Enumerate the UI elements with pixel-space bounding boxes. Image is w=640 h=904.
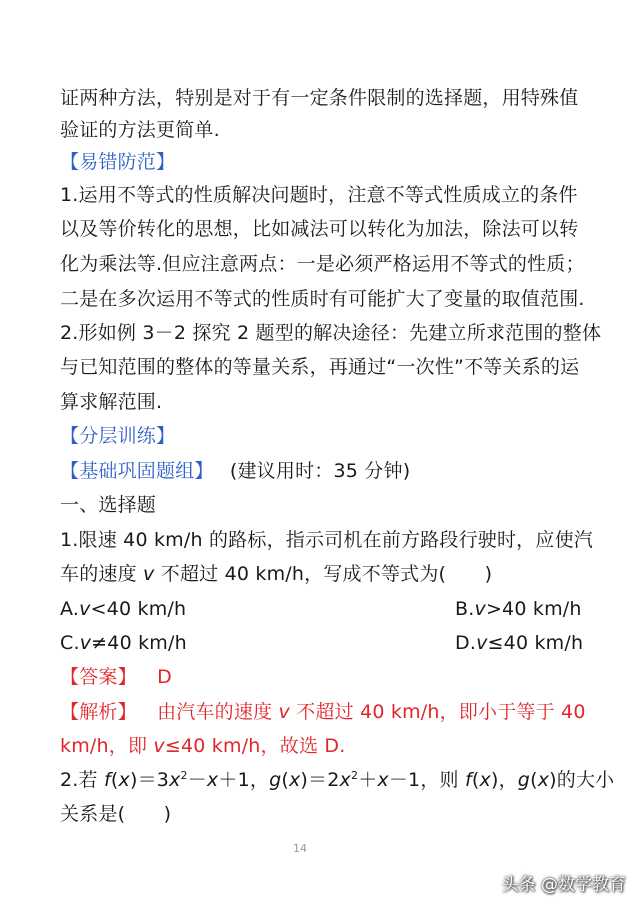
option-d: D.v≤40 km/h — [455, 632, 584, 654]
q1-var-v: v — [143, 563, 155, 585]
text-line-6: 二是在多次运用不等式的性质时有可能扩大了变量的取值范围. — [60, 288, 585, 310]
option-c: C.v≠40 km/h — [60, 632, 187, 654]
options-row-2 — [60, 631, 600, 655]
answer-value: D — [157, 666, 172, 688]
question-1-line-1: 1.限速 40 km/h 的路标，指示司机在前方路段行驶时，应使汽 — [60, 529, 593, 551]
text-line-2: 验证的方法更简单. — [60, 119, 220, 141]
text-line-1: 证两种方法，特别是对于有一定条件限制的选择题，用特殊值 — [60, 87, 579, 109]
answer-label: 【答案】 — [60, 666, 137, 688]
text-line-9: 算求解范围. — [60, 391, 163, 413]
analysis-line-1 — [60, 700, 600, 724]
heading-basic-group — [60, 459, 600, 483]
analysis-text-a: 由汽车的速度 v 不超过 40 km/h，即小于等于 40 — [157, 701, 586, 723]
text-line-8: 与已知范围的整体的等量关系，再通过“一次性”不等关系的运 — [60, 356, 580, 378]
page-number: 14 — [293, 842, 307, 855]
option-a: A.v<40 km/h — [60, 598, 187, 620]
text-line-5: 化为乘法等.但应注意两点：一是必须严格运用不等式的性质； — [60, 253, 585, 275]
suggested-time-note: (建议用时：35 分钟) — [229, 460, 411, 482]
q1-text-a: 车的速度 — [60, 563, 144, 585]
text-line-3: 1.运用不等式的性质解决问题时，注意不等式性质成立的条件 — [60, 184, 578, 206]
option-b: B.v>40 km/h — [455, 598, 582, 620]
question-1-line-2 — [60, 562, 600, 586]
analysis-label: 【解析】 — [60, 701, 137, 723]
answer-line — [60, 665, 600, 689]
section-multiple-choice: 一、选择题 — [60, 494, 157, 516]
text-line-4: 以及等价转化的思想，比如减法可以转化为加法，除法可以转 — [60, 218, 579, 240]
question-2-line-2: 关系是( ) — [60, 803, 172, 825]
options-row-1 — [60, 597, 600, 621]
text-line-7: 2.形如例 3－2 探究 2 题型的解决途径：先建立所求范围的整体 — [60, 322, 602, 344]
watermark: 头条 @数学教育 — [501, 875, 626, 895]
heading-basic-group-label: 【基础巩固题组】 — [60, 460, 214, 482]
q1-text-b: 不超过 40 km/h，写成不等式为( ) — [154, 563, 493, 585]
analysis-line-2: km/h，即 v≤40 km/h，故选 D. — [60, 735, 346, 757]
heading-error-prevention: 【易错防范】 — [60, 151, 176, 173]
heading-tiered-training: 【分层训练】 — [60, 425, 176, 447]
question-2-line-1: 2.若 $f(x)=3x^2-x+1$，$g(x)=2x^2+x-1$，则 f(x)，g(x)的大小 — [60, 769, 615, 791]
